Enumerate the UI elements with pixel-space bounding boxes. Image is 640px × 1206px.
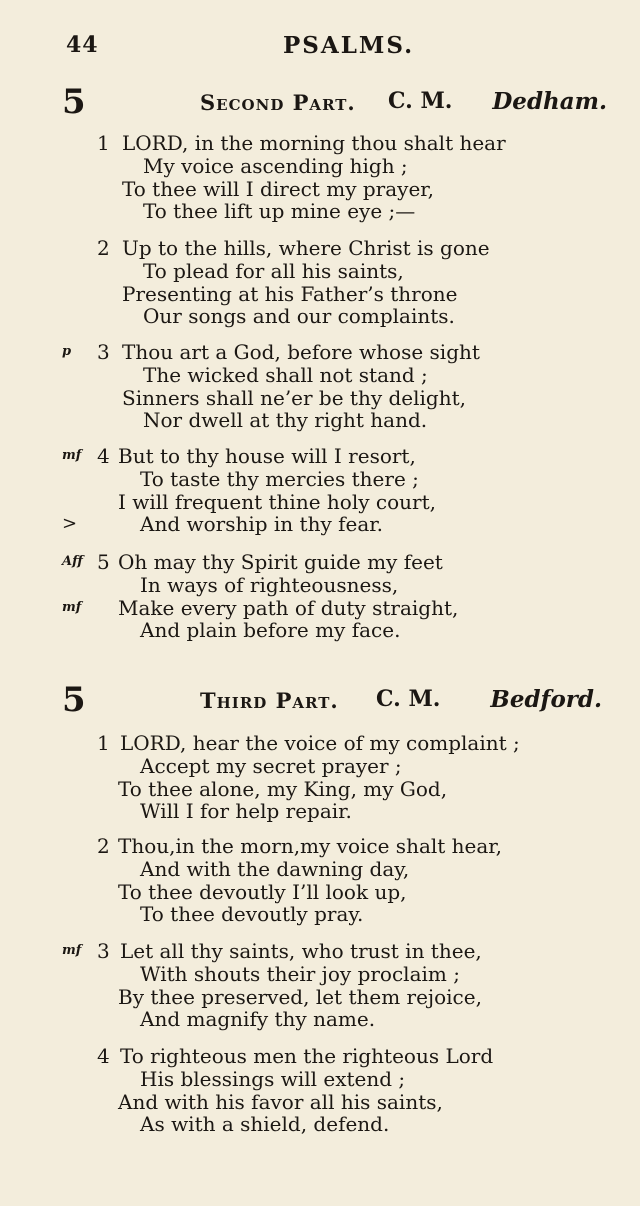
verse-line: Up to the hills, where Christ is gone [122, 236, 490, 260]
dynamic-marking: mf [62, 943, 82, 958]
hymn-number: 5 [62, 82, 86, 122]
stanza [0, 341, 640, 432]
verse-line: To thee alone, my King, my God, [118, 776, 448, 801]
page-number: 44 [66, 32, 99, 58]
verse-line: Our songs and our complaints. [143, 304, 455, 329]
verse-line: To plead for all his saints, [143, 258, 404, 283]
stanza-number: 4 [97, 1044, 110, 1068]
stanza [0, 237, 640, 328]
dynamic-marking: mf [62, 448, 82, 463]
verse-line: Thou art a God, before whose sight [122, 340, 480, 364]
verse-line: Accept my secret prayer ; [140, 753, 402, 778]
verse-line: LORD, in the morning thou shalt hear [122, 131, 506, 155]
stanza [0, 940, 640, 1031]
tune-name: Dedham. [492, 88, 607, 115]
verse-line: Sinners shall ne’er be thy delight, [122, 385, 467, 410]
stanza-number: 1 [97, 731, 110, 755]
running-head [0, 32, 640, 66]
verse-line: > And worship in thy fear. [62, 512, 383, 537]
verse-line: To thee will I direct my prayer, [122, 176, 435, 201]
verse-line: mf Make every path of duty straight, [62, 595, 459, 620]
stanza-number: 2 [97, 236, 110, 260]
dynamic-marking: Aff [62, 554, 83, 569]
verse-line: To righteous men the righteous Lord [120, 1044, 494, 1068]
stanza [0, 445, 640, 536]
verse-line: I will frequent thine holy court, [118, 489, 436, 514]
stanza-number: 3 [97, 939, 110, 963]
stanza [0, 732, 640, 823]
hymn-header [0, 82, 640, 128]
verse-line: Will I for help repair. [140, 799, 352, 824]
verse-line: And with the dawning day, [140, 856, 410, 881]
stanza [0, 835, 640, 926]
stanza [0, 551, 640, 642]
verse-line: Nor dwell at thy right hand. [143, 408, 428, 433]
verse-line: But to thy house will I resort, [118, 444, 416, 468]
part-label: Second Part. [200, 90, 356, 115]
dynamic-marking: p [62, 344, 72, 359]
part-label: Third Part. [200, 688, 339, 713]
verse-line: Presenting at his Father’s throne [122, 281, 458, 306]
verse-line: His blessings will extend ; [140, 1066, 406, 1091]
meter-label: C. M. [376, 686, 441, 712]
verse-line: In ways of righteousness, [140, 572, 399, 597]
verse-line: Thou,in the morn,my voice shalt hear, [118, 834, 503, 858]
stanza-number: 1 [97, 131, 110, 155]
verse-line: To taste thy mercies there ; [140, 466, 419, 491]
running-title: PSALMS. [283, 32, 415, 59]
verse-line: And plain before my face. [140, 618, 401, 643]
verse-line: With shouts their joy proclaim ; [140, 961, 460, 986]
verse-line: LORD, hear the voice of my complaint ; [120, 731, 520, 755]
tune-name: Bedford. [490, 686, 602, 713]
stanza [0, 1045, 640, 1136]
verse-line: The wicked shall not stand ; [143, 362, 428, 387]
verse-line: To thee devoutly I’ll look up, [118, 879, 407, 904]
verse-line: And with his favor all his saints, [118, 1089, 443, 1114]
verse-line: And magnify thy name. [140, 1007, 376, 1032]
hymn-header [0, 680, 640, 726]
meter-label: C. M. [388, 88, 453, 114]
verse-line: Oh may thy Spirit guide my feet [118, 550, 443, 574]
verse-line: To thee devoutly pray. [140, 902, 364, 927]
hymn-number: 5 [62, 680, 86, 720]
stanza-number: 4 [97, 444, 110, 468]
stanza-number: 2 [97, 834, 110, 858]
dynamic-marking: mf [62, 599, 82, 615]
verse-line: To thee lift up mine eye ;— [143, 199, 416, 224]
stanza-number: 5 [97, 550, 110, 574]
verse-line: Let all thy saints, who trust in thee, [120, 939, 482, 963]
accent-mark: > [62, 513, 78, 535]
verse-line: By thee preserved, let them rejoice, [118, 984, 482, 1009]
stanza-number: 3 [97, 340, 110, 364]
verse-line: As with a shield, defend. [140, 1112, 390, 1137]
stanza [0, 132, 640, 223]
verse-line: My voice ascending high ; [143, 153, 408, 178]
